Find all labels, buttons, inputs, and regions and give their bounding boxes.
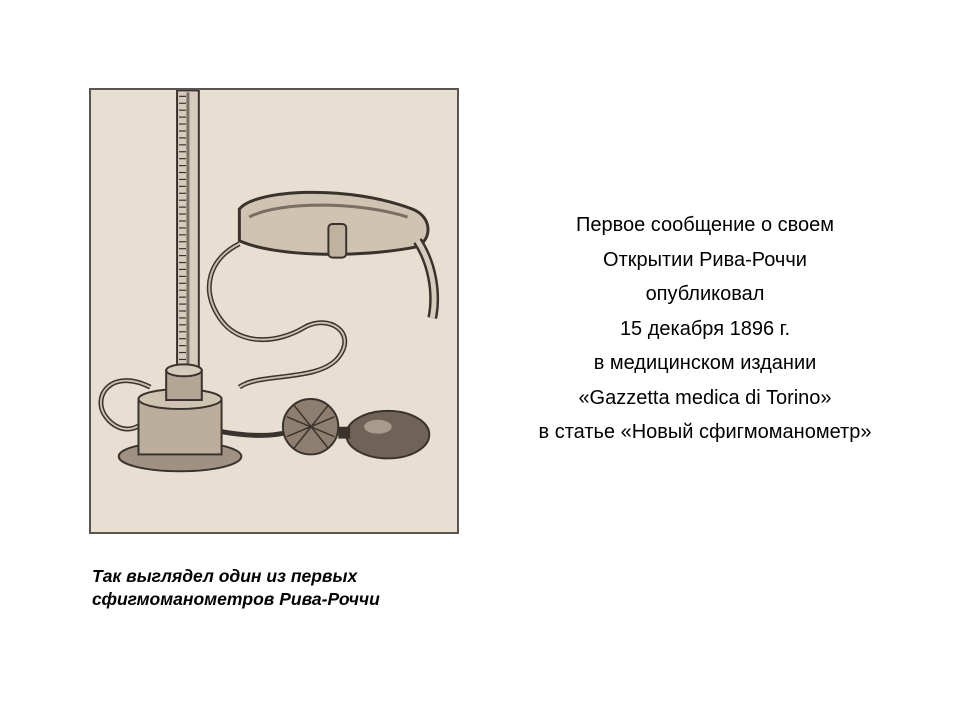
sphygmomanometer-illustration	[89, 88, 459, 534]
bulb-tube	[222, 432, 289, 436]
text-line: «Gazzetta medica di Torino»	[578, 386, 832, 409]
text-line: 15 декабря 1896 г.	[619, 317, 791, 340]
publication-text	[480, 208, 930, 450]
caption-line: сфигмоманометров Рива-Роччи	[92, 589, 380, 609]
text-line: Открытии Рива-Роччи	[603, 248, 807, 271]
text-line: в статье «Новый сфигмоманометр»	[538, 421, 872, 443]
text-line: в медицинском издании	[593, 352, 817, 374]
text-line: Первое сообщение о своем	[575, 214, 835, 236]
connecting-tube	[209, 244, 344, 387]
illustration-caption	[92, 565, 472, 611]
mercury-column	[177, 90, 199, 377]
text-line: опубликовал	[645, 283, 765, 305]
caption-line: Так выглядел один из первых	[92, 566, 358, 586]
cuff	[239, 192, 434, 318]
pump-bulb	[283, 399, 429, 458]
